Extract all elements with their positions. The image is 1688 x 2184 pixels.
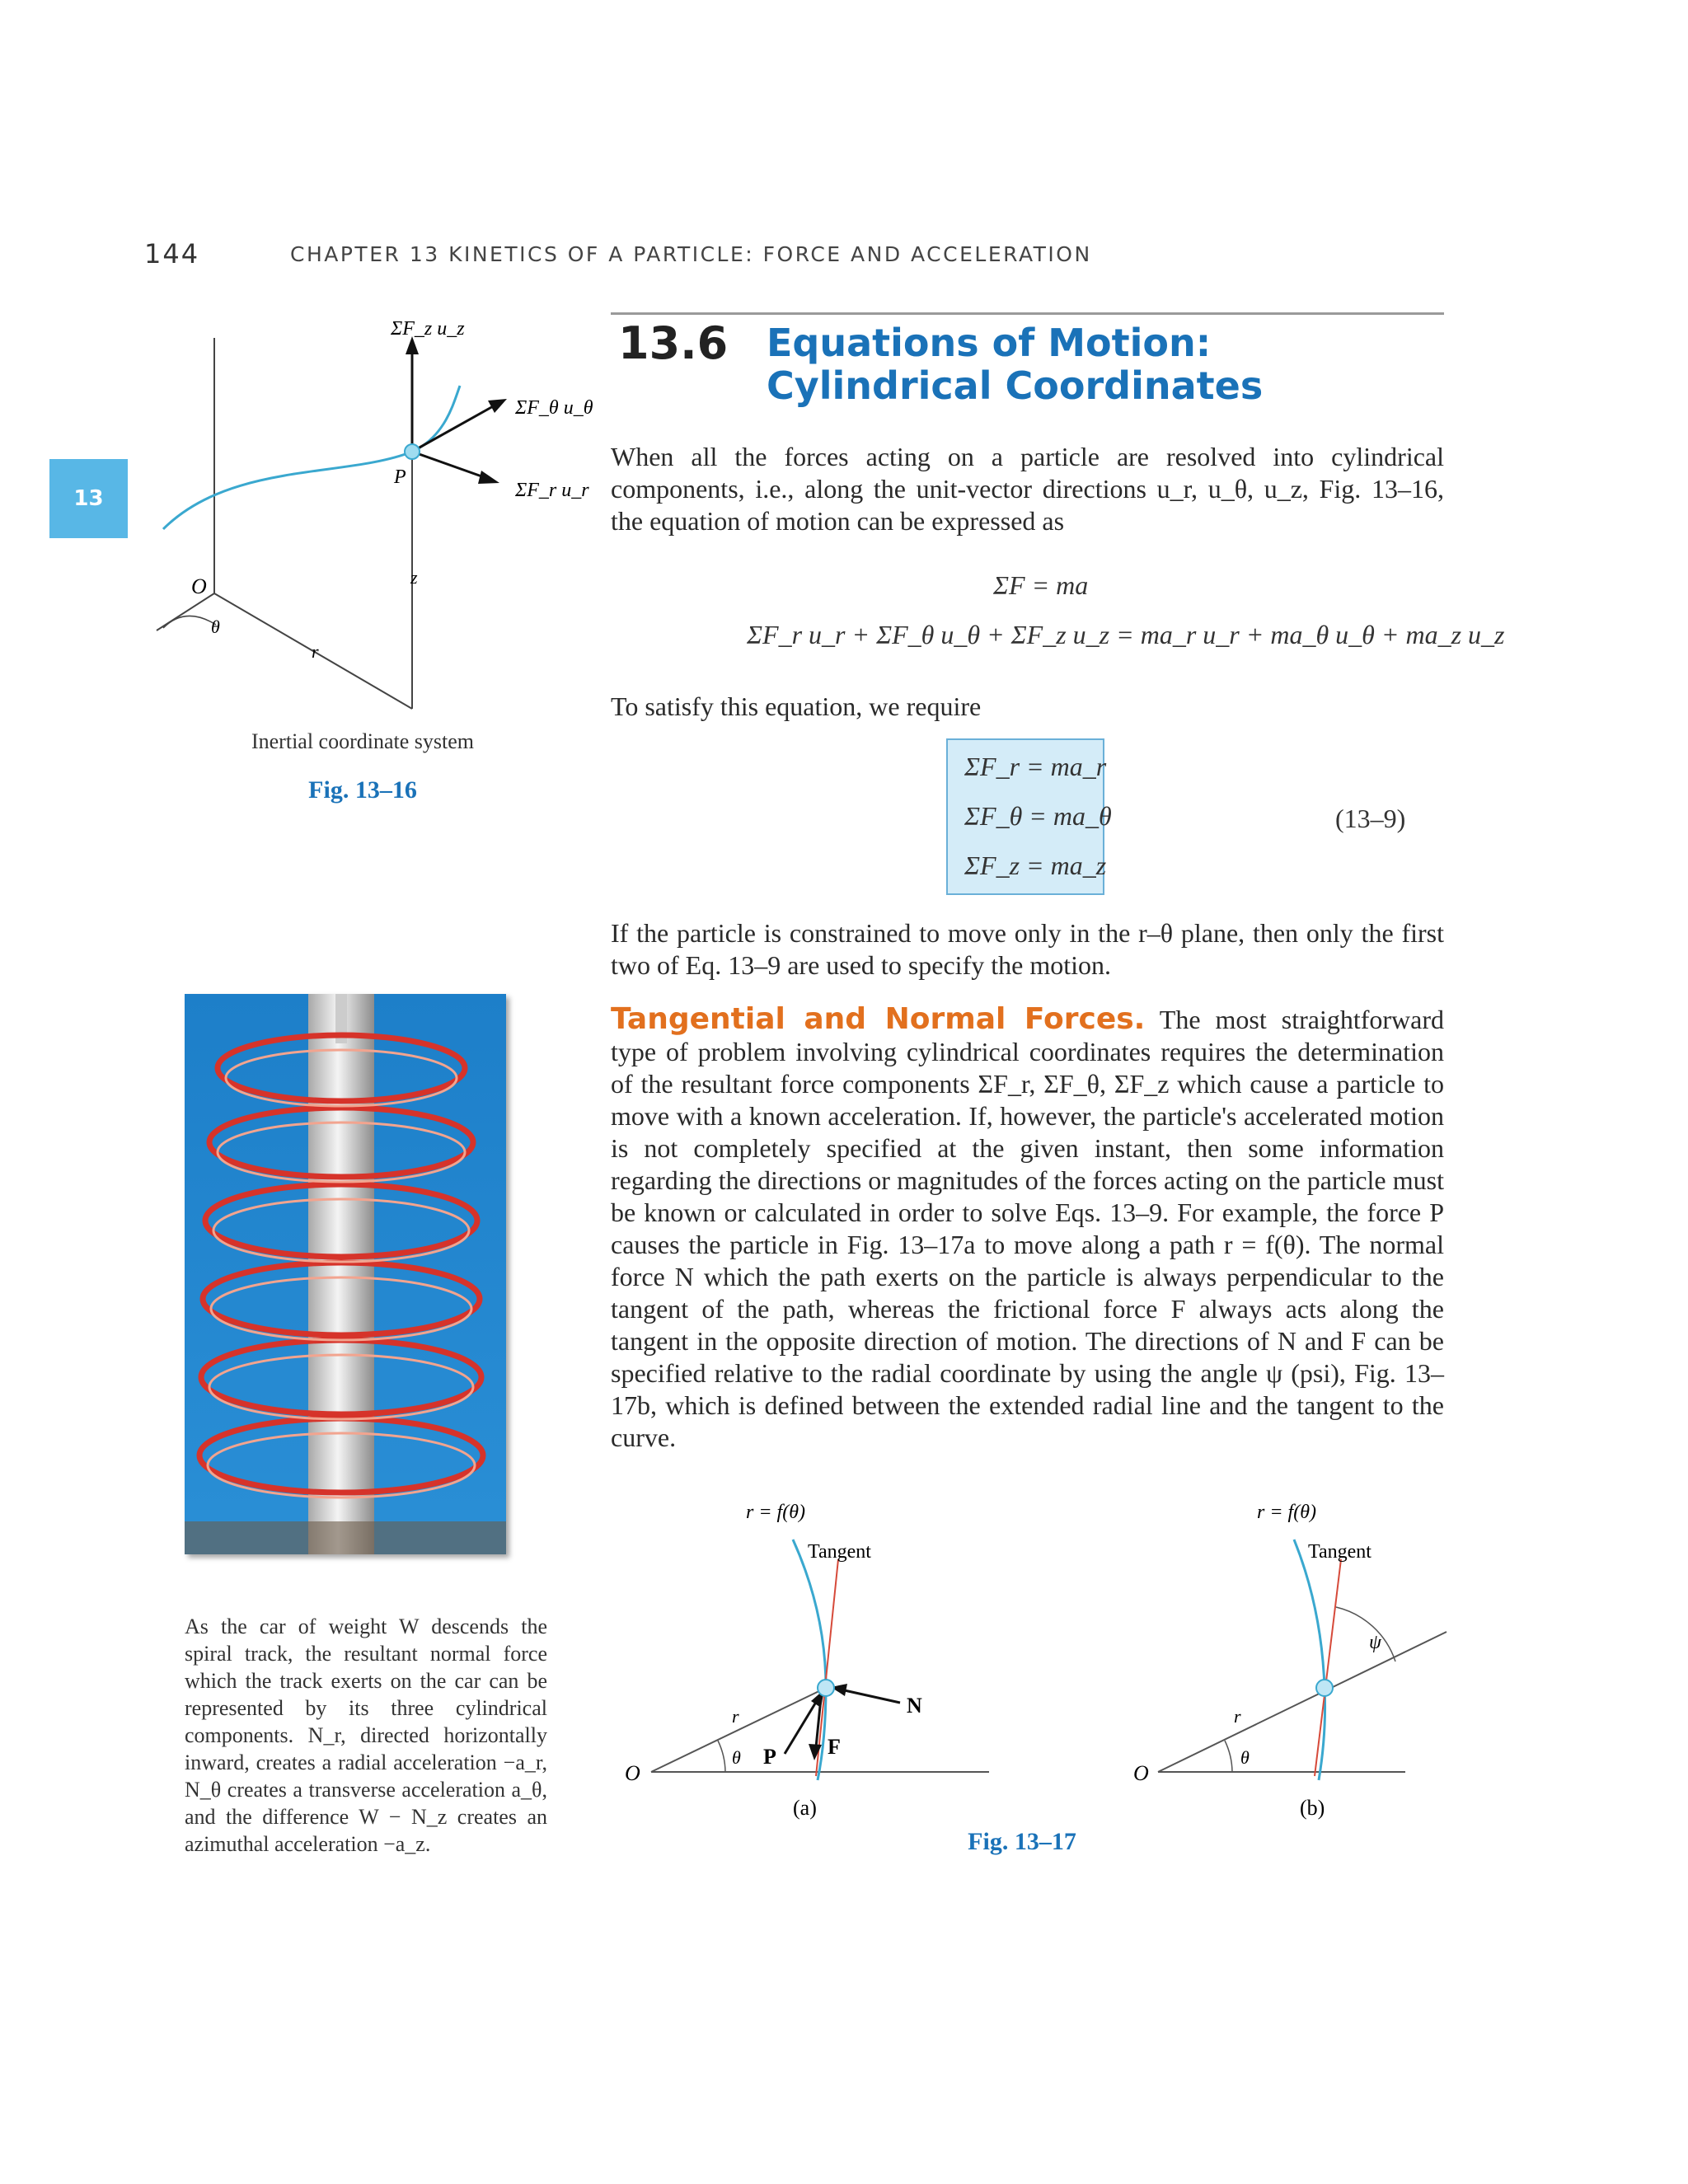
page-number: 144 xyxy=(144,238,200,269)
fig17a-n-label: N xyxy=(907,1694,922,1718)
label-r: r xyxy=(312,641,319,662)
label-origin: O xyxy=(191,574,207,598)
fig17b-curve-label: r = f(θ) xyxy=(1257,1502,1316,1523)
plane-paragraph: If the particle is constrained to move only in the r–θ plane, then only the first two of Eq. 13–9 are used to specify the motion. xyxy=(611,918,1444,980)
fig17a-theta-label: θ xyxy=(732,1747,741,1768)
label-theta: θ xyxy=(211,616,220,637)
tangential-section xyxy=(611,1002,1444,1454)
equation-transverse: ΣF_θ = ma_θ xyxy=(964,801,1112,831)
equation-number: (13–9) xyxy=(1335,804,1406,833)
fig17b-sublabel: (b) xyxy=(1300,1796,1325,1820)
label-z: z xyxy=(410,567,418,588)
spiral-track-image xyxy=(185,994,506,1554)
running-header: CHAPTER 13 KINETICS OF A PARTICLE: FORCE AND ACCELERATION xyxy=(290,242,1092,266)
label-ftheta: ΣF_θ u_θ xyxy=(515,397,593,419)
fig17b-r-label: r xyxy=(1234,1706,1241,1727)
fig-13-17-number: Fig. 13–17 xyxy=(968,1828,1076,1855)
section-rule xyxy=(611,312,1444,315)
fig17a-tangent-label: Tangent xyxy=(808,1541,871,1563)
equation-expanded: ΣF_r u_r + ΣF_θ u_θ + ΣF_z u_z = ma_r u_r + ma_θ u_θ + ma_z u_z xyxy=(747,620,1505,649)
fig17a-curve-label: r = f(θ) xyxy=(746,1502,805,1523)
fig-13-17a-diagram xyxy=(610,1492,1022,1821)
tangential-paragraph: The most straightforward type of problem involving cylindrical coordinates requires the determination of the resultant force components ΣF_r, ΣF_θ, ΣF_z which cause a particle to move with a known acceleration. If, however, the particle's accelerated motion is not completely specified at the given instant, then some information regarding the directions or magnitudes of the forces acting on the particle must be known or calculated in order to solve Eqs. 13–9. For example, the force P causes the particle in Fig. 13–17a to move along a path r = f(θ). The normal force N which the path exerts on the particle is always perpendicular to the tangent of the path, whereas the frictional force F always acts along the tangent in the opposite direction of motion. The directions of N and F can be specified relative to the radial coordinate by using the angle ψ (psi), Fig. 13–17b, which is defined between the extended radial line and the tangent to the curve. xyxy=(611,1005,1444,1452)
fig-13-16-diagram xyxy=(140,313,602,717)
equation-radial: ΣF_r = ma_r xyxy=(964,752,1107,781)
require-text: To satisfy this equation, we require xyxy=(611,691,982,721)
fig17a-p-label: P xyxy=(763,1745,776,1769)
fig17a-origin-label: O xyxy=(625,1761,640,1785)
label-fr: ΣF_r u_r xyxy=(515,480,589,501)
intro-paragraph: When all the forces acting on a particle are resolved into cylindrical components, i.e., along the unit-vector directions u_r, u_θ, u_z, Fig. 13–16, the equation of motion can be expressed as xyxy=(611,442,1444,536)
fig-13-17b-diagram xyxy=(1125,1492,1455,1821)
fig-13-16-number: Fig. 13–16 xyxy=(308,776,417,804)
fig17b-tangent-label: Tangent xyxy=(1308,1541,1372,1563)
boxed-equations xyxy=(946,738,1112,895)
subheading: Tangential and Normal Forces. xyxy=(611,1002,1146,1036)
fig17a-r-label: r xyxy=(732,1706,739,1727)
section-title: Equations of Motion: Cylindrical Coordinates xyxy=(767,321,1264,408)
photo-caption: As the car of weight W descends the spiral track, the resultant normal force which the track exerts on the car can be represented by its three cylindrical components. N_r, directed horizontally inward, creates a radial acceleration −a_r, N_θ creates a transverse acceleration a_θ, and the difference W − N_z creates an azimuthal acceleration −a_z. xyxy=(185,1615,547,1856)
equation-axial: ΣF_z = ma_z xyxy=(964,851,1107,880)
fig17a-f-label: F xyxy=(828,1735,841,1759)
label-fz: ΣF_z u_z xyxy=(391,318,465,340)
fig17b-origin-label: O xyxy=(1133,1761,1149,1785)
equation-main: ΣF = ma xyxy=(993,570,1089,600)
fig17b-theta-label: θ xyxy=(1240,1747,1250,1768)
label-p: P xyxy=(394,466,406,488)
spiral-track-photo xyxy=(185,994,506,1554)
fig17b-psi-label: ψ xyxy=(1369,1632,1381,1653)
fig-13-16-caption: Inertial coordinate system xyxy=(251,729,475,753)
fig17a-sublabel: (a) xyxy=(793,1796,817,1820)
section-number: 13.6 xyxy=(618,317,729,369)
chapter-tab: 13 xyxy=(49,459,128,538)
